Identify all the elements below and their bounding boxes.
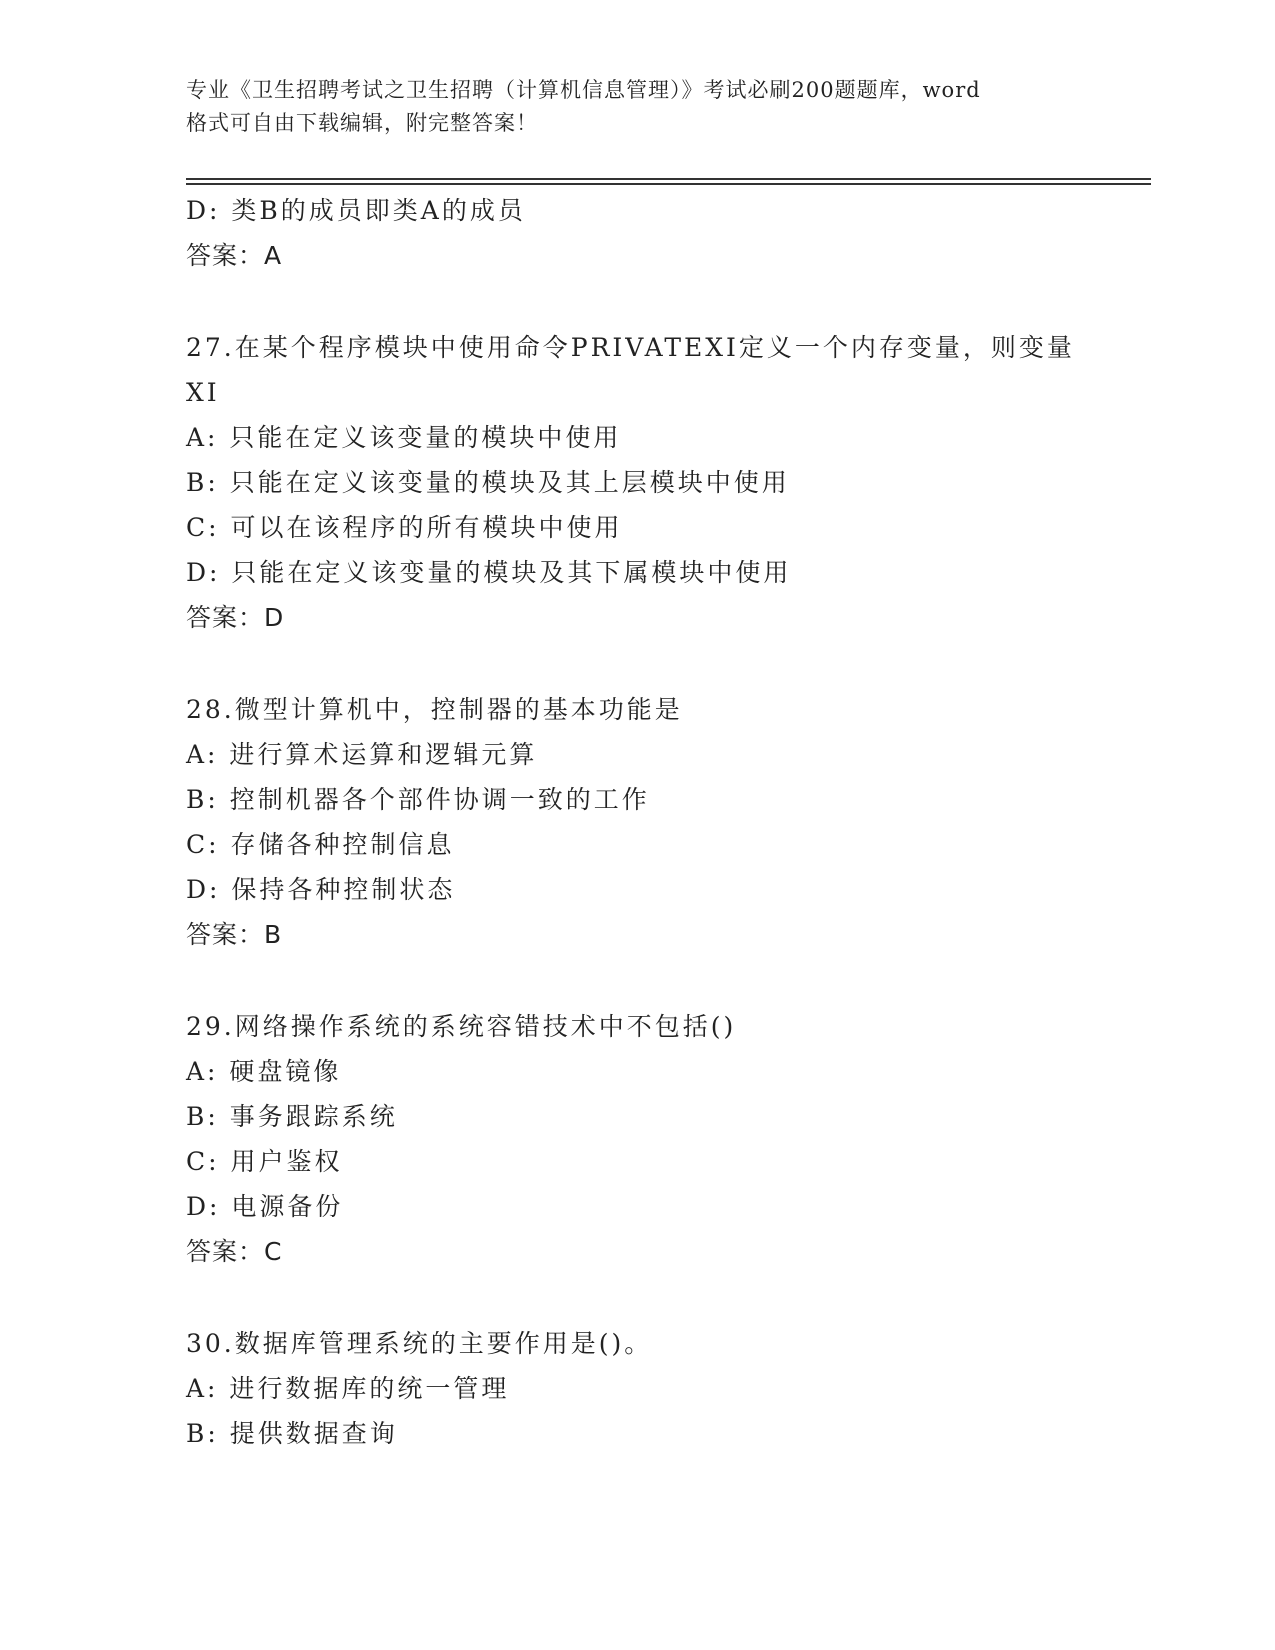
header-divider-top xyxy=(186,178,1151,180)
question-28 xyxy=(186,687,1086,957)
document-header xyxy=(186,74,1086,140)
header-line-1: 专业《卫生招聘考试之卫生招聘（计算机信息管理）》考试必刷200题题库，word xyxy=(186,78,981,102)
answer-line: 答案：C xyxy=(186,1237,283,1266)
option-d: D: 保持各种控制状态 xyxy=(186,875,456,904)
option-c: C: 存储各种控制信息 xyxy=(186,830,455,859)
question-30 xyxy=(186,1321,1086,1456)
option-a: A: 硬盘镜像 xyxy=(186,1057,342,1086)
option-a: A: 进行算术运算和逻辑元算 xyxy=(186,740,538,769)
spacer xyxy=(186,957,1086,1004)
option-d: D: 类B的成员即类A的成员 xyxy=(186,196,526,225)
option-b: B: 只能在定义该变量的模块及其上层模块中使用 xyxy=(186,468,790,497)
option-d: D: 电源备份 xyxy=(186,1192,344,1221)
answer-line: 答案：D xyxy=(186,603,285,632)
option-d: D: 只能在定义该变量的模块及其下属模块中使用 xyxy=(186,558,792,587)
spacer xyxy=(186,1274,1086,1321)
question-title: 28.微型计算机中，控制器的基本功能是 xyxy=(186,695,683,724)
question-title: 29.网络操作系统的系统容错技术中不包括() xyxy=(186,1012,737,1041)
option-a: A: 进行数据库的统一管理 xyxy=(186,1374,510,1403)
option-c: C: 可以在该程序的所有模块中使用 xyxy=(186,513,623,542)
option-c: C: 用户鉴权 xyxy=(186,1147,343,1176)
answer-line: 答案：A xyxy=(186,241,283,270)
question-title: 30.数据库管理系统的主要作用是()。 xyxy=(186,1329,653,1358)
option-a: A: 只能在定义该变量的模块中使用 xyxy=(186,423,622,452)
question-29 xyxy=(186,1004,1086,1274)
header-line-2: 格式可自由下载编辑，附完整答案！ xyxy=(186,111,538,135)
spacer xyxy=(186,640,1086,687)
question-27 xyxy=(186,325,1086,640)
answer-line: 答案：B xyxy=(186,920,283,949)
header-divider-bottom xyxy=(186,183,1151,185)
question-title: 27.在某个程序模块中使用命令PRIVATEXI定义一个内存变量，则变量 xyxy=(186,333,1075,362)
question-list xyxy=(186,188,1086,1456)
spacer xyxy=(186,278,1086,325)
option-b: B: 事务跟踪系统 xyxy=(186,1102,398,1131)
question-title-continued: XI xyxy=(186,378,220,407)
option-b: B: 控制机器各个部件协调一致的工作 xyxy=(186,785,650,814)
option-b: B: 提供数据查询 xyxy=(186,1419,398,1448)
